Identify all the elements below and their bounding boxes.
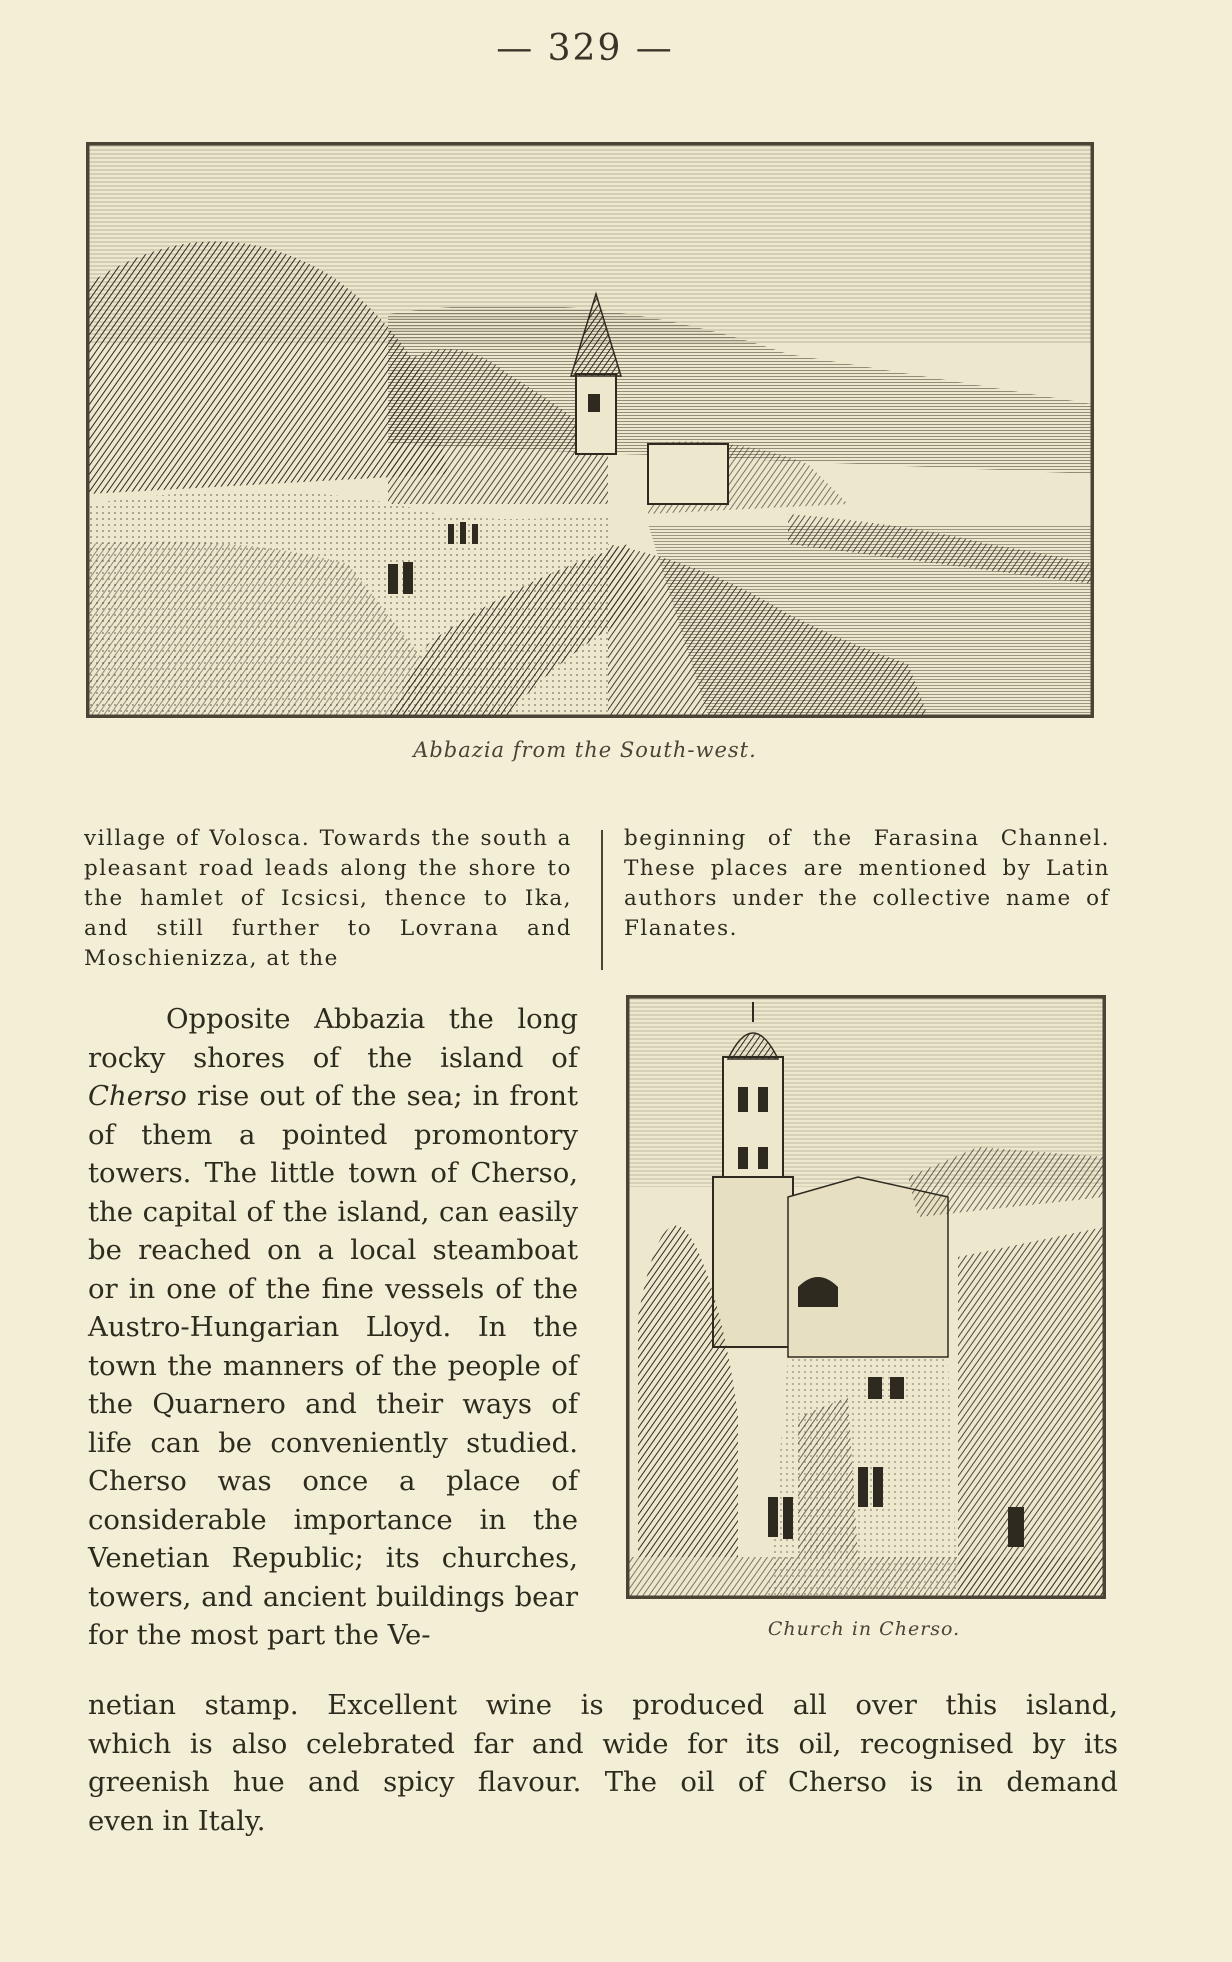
bottom-line-3: greenish hue and spicy flavour. The oil of Cherso is in demand [88,1766,1118,1798]
page-number: — 329 — [496,28,674,69]
figure-caption-church: Church in Cherso. [767,1618,961,1640]
paragraph-text-rest: rise out of the sea; in front of them a pointed promontory towers. The little town of Cherso, the capital of the island, can easily be reached on a local steamboat or in one of the fine vessels of the Austro-Hungarian Lloyd. In the town the manners of the people of the Quarnero and their ways of life can be conveniently studied. Cherso was once a place of considerable importance in the Venetian Republic; its churches, towers, and ancient buildings bear for the most part the Ve- [88,1080,578,1651]
abbazia-engraving [86,142,1094,718]
main-paragraph [88,1000,578,1655]
church-engraving [626,995,1106,1599]
text-column-left-small: village of Volosca. Towards the south a pleasant road leads along the shore to the hamlet of Icsicsi, thence to Ika, and still further to Lovrana and Moschienizza, at the [84,826,572,971]
column-divider [601,830,603,970]
bottom-paragraph [88,1686,1118,1840]
bottom-line-1: netian stamp. Excellent wine is produced all over this island, [88,1689,1118,1721]
bottom-line-2: which is also celebrated far and wide for its oil, recognised by its [88,1727,1118,1760]
paragraph-italic-cherso: Cherso [88,1080,187,1112]
paragraph-text-start: Opposite Abbazia the long rocky shores of the island of [88,1003,578,1074]
figure-caption-abbazia: Abbazia from the South-west. [413,738,757,762]
text-column-right-small: beginning of the Farasina Channel. These places are mentioned by Latin authors under the collective name of Flanates. [624,826,1110,941]
bottom-line-4: even in Italy. [88,1804,266,1837]
